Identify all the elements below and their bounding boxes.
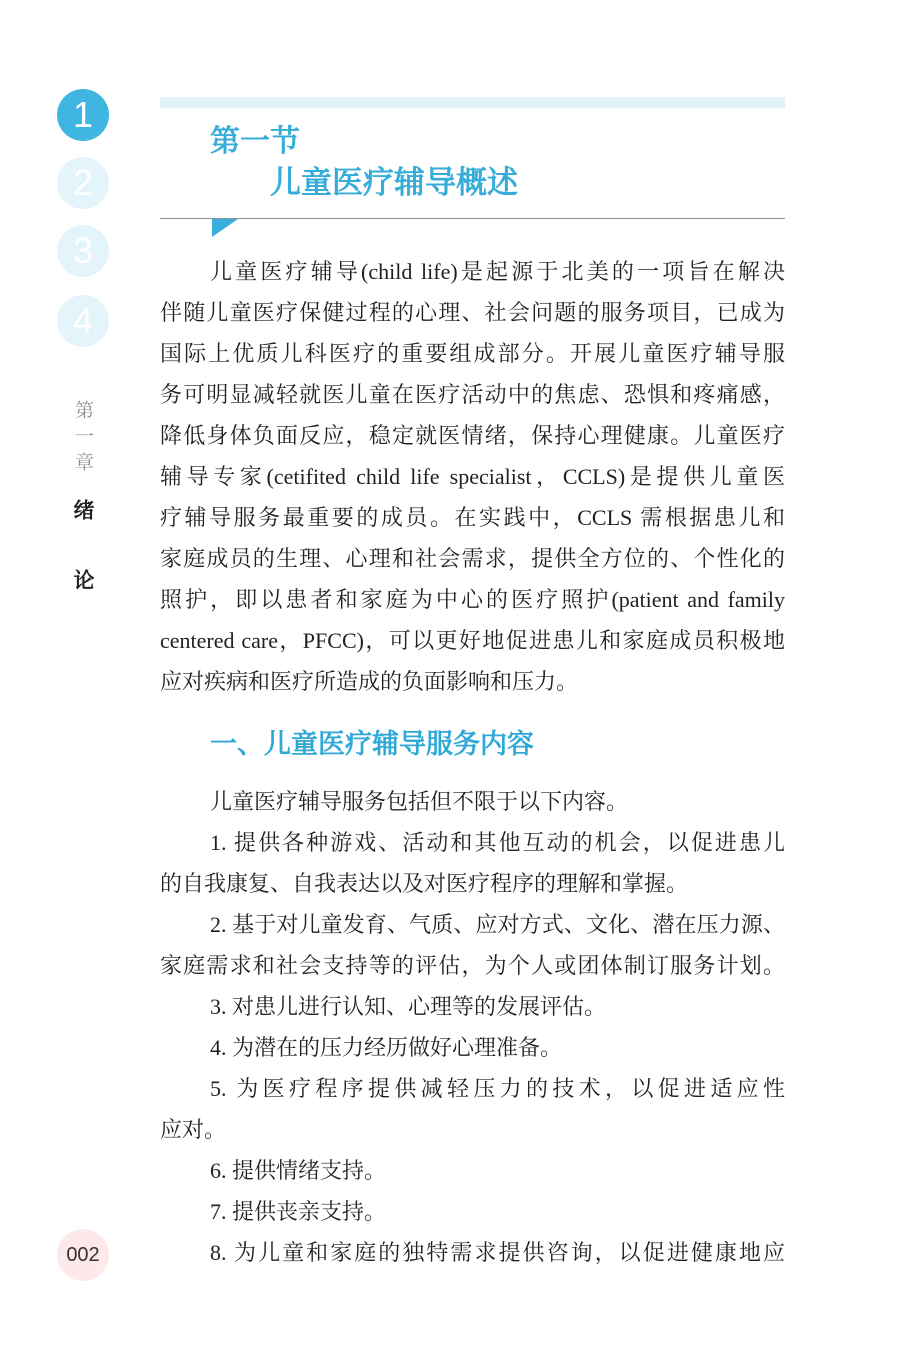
section-title: 儿童医疗辅导概述 xyxy=(270,165,518,201)
text-line: 务可明显减轻就医儿童在医疗活动中的焦虑、恐惧和疼痛感， xyxy=(160,382,785,407)
section-tab-3 xyxy=(57,225,109,277)
list-item: 1. 提供各种游戏、活动和其他互动的机会，以促进患儿 xyxy=(210,830,785,855)
text-line: 辅导专家(cetifited child life specialist，CCLS)是提供儿童医 xyxy=(160,464,785,489)
header-accent-triangle xyxy=(212,219,238,237)
header-rule xyxy=(160,218,785,219)
service-list xyxy=(160,781,785,1273)
text-line: 降低身体负面反应，稳定就医情绪，保持心理健康。儿童医疗 xyxy=(160,423,785,448)
text-line: 疗辅导服务最重要的成员。在实践中，CCLS 需根据患儿和 xyxy=(160,505,785,530)
page-number: 002 xyxy=(66,1243,100,1266)
list-item-continuation: 家庭需求和社会支持等的评估，为个人或团体制订服务计划。 xyxy=(160,953,785,978)
chapter-label: 第一章 xyxy=(72,400,94,478)
section-number: 第一节 xyxy=(210,124,300,159)
text-line: 伴随儿童医疗保健过程的心理、社会问题的服务项目，已成为 xyxy=(160,300,785,325)
list-item: 5. 为医疗程序提供减轻压力的技术，以促进适应性 xyxy=(210,1076,785,1101)
section-tab-1 xyxy=(57,89,109,141)
subsection-heading: 一、儿童医疗辅导服务内容 xyxy=(210,729,534,760)
text-line: 儿童医疗辅导(child life)是起源于北美的一项旨在解决 xyxy=(210,259,785,284)
chapter-title: 绪论 xyxy=(71,499,95,639)
section-tab-number: 3 xyxy=(72,230,94,271)
section-tab-number: 4 xyxy=(72,300,94,341)
text-line: centered care，PFCC)，可以更好地促进患儿和家庭成员积极地 xyxy=(160,628,785,653)
list-item: 7. 提供丧亲支持。 xyxy=(210,1199,387,1224)
text-line: 国际上优质儿科医疗的重要组成部分。开展儿童医疗辅导服 xyxy=(160,341,785,366)
list-item-continuation: 的自我康复、自我表达以及对医疗程序的理解和掌握。 xyxy=(160,871,689,896)
intro-paragraph xyxy=(160,251,785,702)
list-item: 8. 为儿童和家庭的独特需求提供咨询，以促进健康地应 xyxy=(210,1240,785,1265)
section-tab-number: 1 xyxy=(72,94,94,135)
section-tab-number: 2 xyxy=(72,162,94,203)
header-bar xyxy=(160,97,785,108)
list-item: 3. 对患儿进行认知、心理等的发展评估。 xyxy=(210,994,607,1019)
text-line: 应对疾病和医疗所造成的负面影响和压力。 xyxy=(160,669,579,694)
text-line: 家庭成员的生理、心理和社会需求，提供全方位的、个性化的 xyxy=(160,546,785,571)
section-tab-2 xyxy=(57,157,109,209)
list-item: 2. 基于对儿童发育、气质、应对方式、文化、潜在压力源、 xyxy=(210,912,785,937)
section-tab-4 xyxy=(57,295,109,347)
list-item: 6. 提供情绪支持。 xyxy=(210,1158,387,1183)
page-number-badge xyxy=(57,1229,109,1281)
text-line: 照护，即以患者和家庭为中心的医疗照护(patient and family xyxy=(160,587,785,612)
list-item-continuation: 应对。 xyxy=(160,1117,227,1142)
list-item: 4. 为潜在的压力经历做好心理准备。 xyxy=(210,1035,563,1060)
list-intro-line: 儿童医疗辅导服务包括但不限于以下内容。 xyxy=(210,789,629,814)
